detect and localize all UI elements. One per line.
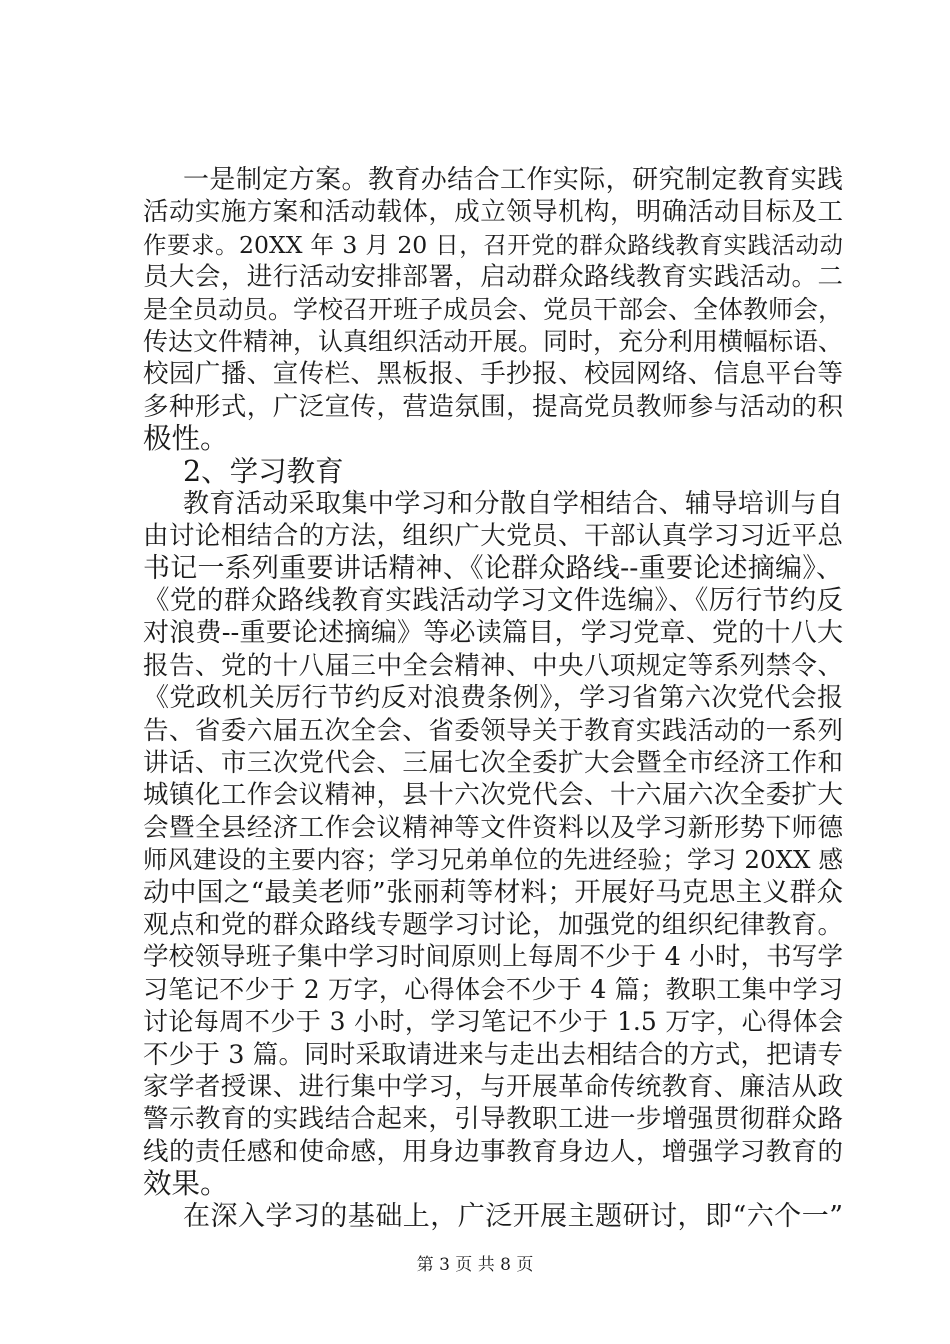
text-line: 《党政机关厉行节约反对浪费条例》，学习省第六次党代会报 <box>143 683 843 714</box>
text-line: 《党的群众路线教育实践活动学习文件选编》、《厉行节约反 <box>143 585 843 617</box>
text-line: 在深入学习的基础上，广泛开展主题研讨，即“六个一” <box>183 1200 843 1232</box>
text-line: 讨论每周不少于 3 小时，学习笔记不少于 1.5 万字，心得体会 <box>143 1007 843 1037</box>
text-line: 作要求。20XX 年 3 月 20 日，召开党的群众路线教育实践活动动 <box>143 230 843 259</box>
text-line: 告、省委六届五次全会、省委领导关于教育实践活动的一系列 <box>143 715 843 746</box>
text-line: 学校领导班子集中学习时间原则上每周不少于 4 小时，书写学 <box>143 942 843 973</box>
body-text <box>143 164 843 1233</box>
text-line: 2、学习教育 <box>183 454 344 488</box>
text-line: 由讨论相结合的方法，组织广大党员、干部认真学习习近平总 <box>143 521 843 552</box>
text-line: 警示教育的实践结合起来，引导教职工进一步增强贯彻群众路 <box>143 1104 843 1135</box>
text-line: 家学者授课、进行集中学习，与开展革命传统教育、廉洁从政 <box>143 1071 843 1102</box>
text-line: 多种形式，广泛宣传，营造氛围，提高党员教师参与活动的积 <box>143 391 843 422</box>
text-line: 员大会，进行活动安排部署，启动群众路线教育实践活动。二 <box>143 262 843 293</box>
text-line: 习笔记不少于 2 万字，心得体会不少于 4 篇；教职工集中学习 <box>143 974 843 1004</box>
text-line: 不少于 3 篇。同时采取请进来与走出去相结合的方式，把请专 <box>143 1039 843 1070</box>
text-line: 城镇化工作会议精神，县十六次党代会、十六届六次全委扩大 <box>143 780 843 811</box>
text-line: 会暨全县经济工作会议精神等文件资料以及学习新形势下师德 <box>143 812 843 843</box>
text-line: 线的责任感和使命感，用身边事教育身边人，增强学习教育的 <box>143 1136 843 1167</box>
text-line: 动中国之“最美老师”张丽莉等材料；开展好马克思主义群众 <box>143 876 843 908</box>
text-line: 极性。 <box>143 422 229 456</box>
text-line: 是全员动员。学校召开班子成员会、党员干部会、全体教师会， <box>143 294 844 324</box>
page-footer: 第 3 页 共 8 页 <box>416 1255 534 1275</box>
text-line: 校园广播、宣传栏、黑板报、手抄报、校园网络、信息平台等 <box>143 359 843 390</box>
text-line: 教育活动采取集中学习和分散自学相结合、辅导培训与自 <box>183 488 843 519</box>
text-line: 传达文件精神，认真组织活动开展。同时，充分利用横幅标语、 <box>143 326 844 356</box>
text-line: 一是制定方案。教育办结合工作实际，研究制定教育实践 <box>183 165 843 195</box>
text-line: 报告、党的十八届三中全会精神、中央八项规定等系列禁令、 <box>143 650 843 681</box>
text-line: 书记一系列重要讲话精神、《论群众路线--重要论述摘编》、 <box>143 552 843 584</box>
text-line: 活动实施方案和活动载体，成立领导机构，明确活动目标及工 <box>143 197 843 228</box>
text-line: 观点和党的群众路线专题学习讨论，加强党的组织纪律教育。 <box>143 909 843 940</box>
text-line: 对浪费--重要论述摘编》等必读篇目，学习党章、党的十八大 <box>143 618 843 649</box>
text-line: 讲话、市三次党代会、三届七次全委扩大会暨全市经济工作和 <box>143 748 843 779</box>
text-line: 效果。 <box>143 1167 229 1201</box>
text-line: 师风建设的主要内容；学习兄弟单位的先进经验；学习 20XX 感 <box>143 845 843 875</box>
